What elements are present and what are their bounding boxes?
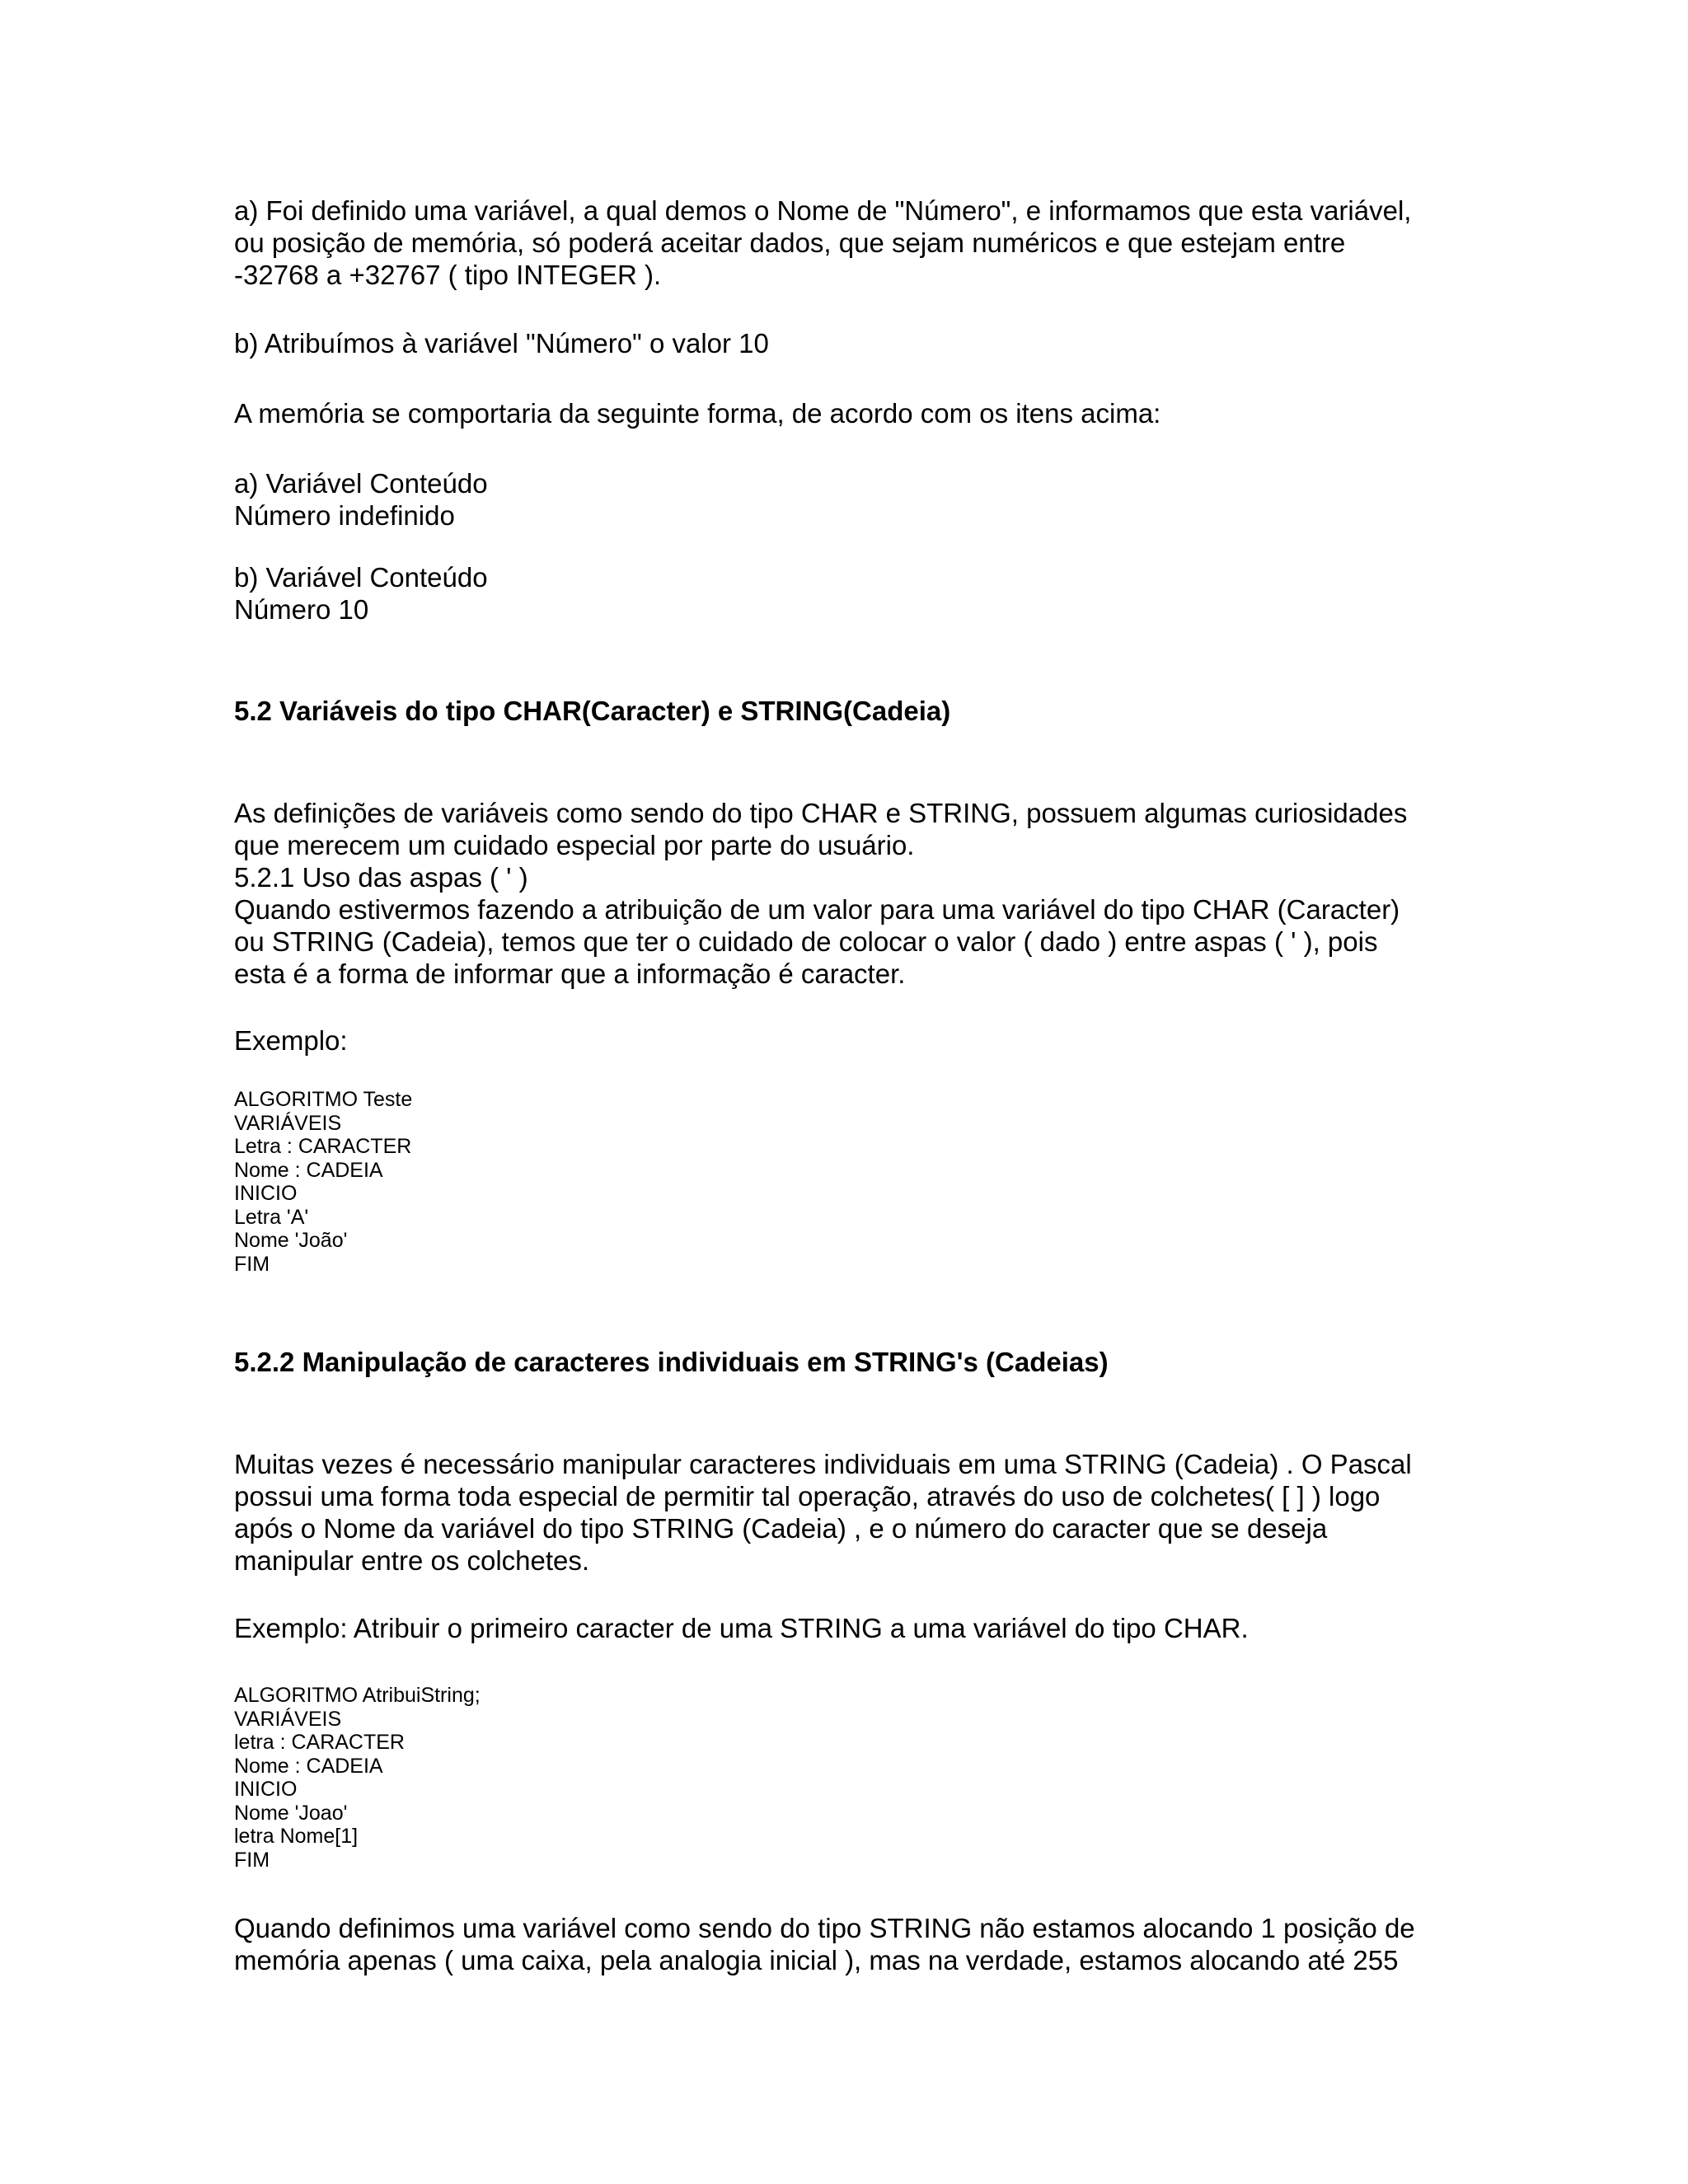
text-line: ou posição de memória, só poderá aceitar dados, que sejam numéricos e que estejam entre	[234, 227, 1346, 258]
text-line: b) Atribuímos à variável "Número" o valor 10	[234, 328, 769, 359]
text-line: Exemplo: Atribuir o primeiro caracter de uma STRING a uma variável do tipo CHAR.	[234, 1613, 1249, 1643]
example-label-1	[234, 1024, 1454, 1057]
text-line: Muitas vezes é necessário manipular caracteres individuais em uma STRING (Cadeia) . O Pascal	[234, 1449, 1412, 1479]
text-line: possui uma forma toda especial de permitir tal operação, através do uso de colchetes( [ ] ) logo	[234, 1481, 1381, 1511]
code-line: ALGORITMO Teste	[234, 1088, 413, 1111]
code-line: ALGORITMO AtribuiString;	[234, 1684, 481, 1707]
text-line: que merecem um cuidado especial por parte do usuário.	[234, 830, 915, 860]
text-line: após o Nome da variável do tipo STRING (Cadeia) , e o número do caracter que se deseja	[234, 1513, 1328, 1544]
text-line: As definições de variáveis como sendo do tipo CHAR e STRING, possuem algumas curiosidades	[234, 798, 1408, 828]
section-heading-5-2	[234, 695, 1454, 727]
text-line: manipular entre os colchetes.	[234, 1545, 590, 1576]
code-block-teste	[234, 1088, 1454, 1276]
code-line: letra : CARACTER	[234, 1731, 405, 1754]
paragraph-a	[234, 194, 1454, 291]
section-5-2-2-paragraph	[234, 1448, 1454, 1577]
text-line: -32768 a +32767 ( tipo INTEGER ).	[234, 260, 662, 290]
text-line: Quando estivermos fazendo a atribuição de um valor para uma variável do tipo CHAR (Caracter)	[234, 894, 1400, 925]
section-5-2-paragraph	[234, 797, 1454, 990]
text-line: Exemplo:	[234, 1025, 348, 1056]
text-line: esta é a forma de informar que a informação é caracter.	[234, 958, 906, 989]
code-line: Nome : CADEIA	[234, 1754, 383, 1778]
section-title: 5.2 Variáveis do tipo CHAR(Caracter) e STRING(Cadeia)	[234, 696, 951, 726]
code-line: INICIO	[234, 1778, 298, 1801]
code-line: VARIÁVEIS	[234, 1707, 342, 1731]
text-line: Quando definimos uma variável como sendo do tipo STRING não estamos alocando 1 posição de	[234, 1913, 1415, 1943]
memory-intro	[234, 397, 1454, 429]
example-label-2	[234, 1612, 1454, 1644]
text-line: A memória se comportaria da seguinte forma, de acordo com os itens acima:	[234, 398, 1161, 429]
text-line: a) Foi definido uma variável, a qual demos o Nome de "Número", e informamos que esta variável,	[234, 195, 1412, 226]
text-line: memória apenas ( uma caixa, pela analogia inicial ), mas na verdade, estamos alocando até 255	[234, 1945, 1399, 1975]
code-line: Nome : CADEIA	[234, 1158, 383, 1182]
section-title: 5.2.2 Manipulação de caracteres individuais em STRING's (Cadeias)	[234, 1347, 1109, 1377]
code-line: Nome 'Joao'	[234, 1801, 348, 1825]
section-heading-5-2-2	[234, 1346, 1454, 1378]
code-line: Nome 'João'	[234, 1229, 348, 1252]
code-block-atribuistring	[234, 1684, 1454, 1872]
code-line: FIM	[234, 1252, 270, 1276]
memory-table-a	[234, 467, 1454, 532]
closing-paragraph	[234, 1912, 1454, 1976]
text-line: a) Variável Conteúdo	[234, 468, 488, 499]
code-line: FIM	[234, 1848, 270, 1872]
code-line: INICIO	[234, 1182, 298, 1205]
text-line: Número 10	[234, 594, 369, 625]
code-line: letra Nome[1]	[234, 1825, 359, 1848]
text-line: b) Variável Conteúdo	[234, 562, 488, 593]
code-line: VARIÁVEIS	[234, 1111, 342, 1135]
text-line: ou STRING (Cadeia), temos que ter o cuidado de colocar o valor ( dado ) entre aspas ( ' ), pois	[234, 926, 1378, 957]
code-line: Letra : CARACTER	[234, 1135, 412, 1158]
paragraph-b	[234, 327, 1454, 359]
code-line: Letra 'A'	[234, 1205, 309, 1229]
memory-table-b	[234, 561, 1454, 626]
text-line: 5.2.1 Uso das aspas ( ' )	[234, 862, 528, 893]
text-line: Número indefinido	[234, 500, 455, 531]
